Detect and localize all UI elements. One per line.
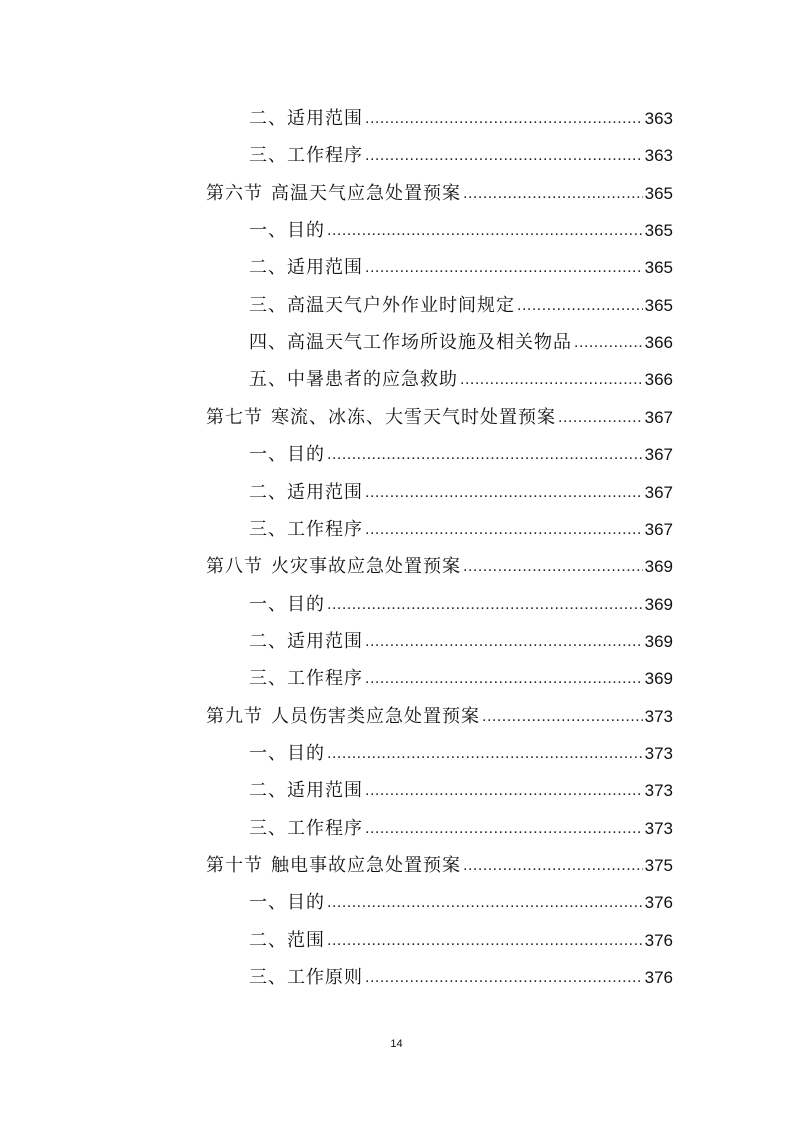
dot-leader xyxy=(463,175,643,212)
toc-subentry[interactable] xyxy=(249,922,673,959)
dot-leader xyxy=(463,548,643,585)
toc-page-number: 376 xyxy=(644,968,673,988)
toc-entry-label xyxy=(249,959,363,996)
toc-entry-title: 一、目的 xyxy=(249,593,325,615)
toc-page-number: 366 xyxy=(644,333,673,353)
toc-page-number: 373 xyxy=(644,743,673,763)
toc-page-number: 369 xyxy=(644,594,673,614)
dot-leader xyxy=(365,623,643,660)
toc-subentry[interactable] xyxy=(249,772,673,809)
toc-subentry[interactable] xyxy=(249,324,673,361)
toc-entry-label xyxy=(249,735,325,772)
dot-leader xyxy=(327,735,643,772)
dot-leader xyxy=(365,511,643,548)
toc-section-number: 第八节 xyxy=(206,556,263,578)
dot-leader xyxy=(365,137,643,174)
dot-leader xyxy=(365,959,643,996)
toc-entry-label xyxy=(249,287,515,324)
toc-subentry[interactable] xyxy=(249,212,673,249)
toc-entry-label xyxy=(249,772,363,809)
toc-entry-title: 二、适用范围 xyxy=(249,481,363,503)
dot-leader xyxy=(327,586,643,623)
toc-entry-label xyxy=(249,249,363,286)
toc-entry-title: 四、高温天气工作场所设施及相关物品 xyxy=(249,332,572,354)
dot-leader xyxy=(365,810,643,847)
toc-subentry[interactable] xyxy=(249,287,673,324)
toc-entry-label xyxy=(249,361,458,398)
dot-leader xyxy=(460,361,643,398)
toc-entry-title: 五、中暑患者的应急救助 xyxy=(249,369,458,391)
dot-leader xyxy=(558,399,643,436)
toc-section-entry[interactable] xyxy=(206,847,673,884)
dot-leader xyxy=(517,287,643,324)
toc-subentry[interactable] xyxy=(249,100,673,137)
toc-section-entry[interactable] xyxy=(206,548,673,585)
dot-leader xyxy=(365,474,643,511)
toc-page-number: 363 xyxy=(644,109,673,128)
toc-page-number: 365 xyxy=(644,221,673,241)
toc-entry-label xyxy=(206,399,556,436)
toc-entry-title: 火灾事故应急处置预案 xyxy=(271,556,461,578)
toc-entry-title: 一、目的 xyxy=(249,220,325,242)
toc-page-number: 373 xyxy=(644,818,673,838)
toc-section-number: 第十节 xyxy=(206,855,263,876)
toc-entry-label xyxy=(206,548,461,585)
toc-entry-label xyxy=(249,623,363,660)
toc-entry-label xyxy=(249,922,325,959)
dot-leader xyxy=(574,324,643,361)
toc-entry-label xyxy=(249,511,363,548)
toc-entry-label xyxy=(249,884,325,921)
toc-page-number: 366 xyxy=(644,370,673,390)
dot-leader xyxy=(482,698,643,735)
toc-subentry[interactable] xyxy=(249,623,673,660)
toc-entry-title: 一、目的 xyxy=(249,892,325,914)
toc-section-entry[interactable] xyxy=(206,698,673,735)
toc-entry-title: 寒流、冰冻、大雪天气时处置预案 xyxy=(271,406,556,428)
toc-entry-title: 触电事故应急处置预案 xyxy=(271,855,461,876)
toc-entry-title: 一、目的 xyxy=(249,742,325,764)
toc-subentry[interactable] xyxy=(249,436,673,473)
dot-leader xyxy=(365,772,643,809)
toc-subentry[interactable] xyxy=(249,735,673,772)
toc-entry-title: 二、适用范围 xyxy=(249,630,363,652)
toc-subentry[interactable] xyxy=(249,474,673,511)
toc-entry-title: 三、高温天气户外作业时间规定 xyxy=(249,294,515,316)
toc-section-entry[interactable] xyxy=(206,399,673,436)
toc-subentry[interactable] xyxy=(249,137,673,174)
dot-leader xyxy=(327,212,643,249)
toc-page-number: 363 xyxy=(644,146,673,166)
dot-leader xyxy=(463,847,643,884)
toc-subentry[interactable] xyxy=(249,810,673,847)
toc-entry-label xyxy=(249,324,572,361)
toc-entry-label xyxy=(249,100,363,137)
toc-entry-title: 一、目的 xyxy=(249,444,325,466)
toc-entry-label xyxy=(249,660,363,697)
toc-page-number: 373 xyxy=(644,706,673,726)
toc-page-number: 365 xyxy=(644,183,673,203)
toc-page-number: 376 xyxy=(644,930,673,950)
toc-entry-label xyxy=(249,137,363,174)
toc-entry-title: 二、适用范围 xyxy=(249,257,363,279)
toc-subentry[interactable] xyxy=(249,959,673,996)
toc-entry-title: 三、工作程序 xyxy=(249,145,363,167)
toc-page-number: 367 xyxy=(644,407,673,427)
dot-leader xyxy=(327,884,643,921)
toc-entry-title: 三、工作程序 xyxy=(249,817,363,839)
toc-page-number: 367 xyxy=(644,519,673,539)
toc-entry-title: 三、工作程序 xyxy=(249,668,363,690)
toc-entry-label xyxy=(249,474,363,511)
toc-entry-title: 二、范围 xyxy=(249,929,325,951)
toc-subentry[interactable] xyxy=(249,249,673,286)
toc-subentry[interactable] xyxy=(249,586,673,623)
toc-entry-label xyxy=(206,847,461,884)
toc-entry-title: 二、适用范围 xyxy=(249,108,363,129)
page-number: 14 xyxy=(390,1038,403,1050)
toc-entry-title: 高温天气应急处置预案 xyxy=(271,182,461,204)
dot-leader xyxy=(365,660,643,697)
dot-leader xyxy=(327,922,643,959)
toc-page-number: 365 xyxy=(644,295,673,315)
toc-section-number: 第九节 xyxy=(206,705,263,727)
toc-section-number: 第六节 xyxy=(206,182,263,204)
toc-page-number: 376 xyxy=(644,893,673,913)
toc-entry-label xyxy=(249,810,363,847)
toc-page-number: 369 xyxy=(644,669,673,689)
toc-page-number: 373 xyxy=(644,781,673,801)
toc-entry-label xyxy=(249,586,325,623)
toc-page-number: 369 xyxy=(644,557,673,577)
dot-leader xyxy=(365,249,643,286)
toc-subentry[interactable] xyxy=(249,660,673,697)
dot-leader xyxy=(365,100,643,137)
toc-section-number: 第七节 xyxy=(206,406,263,428)
toc-entry-title: 二、适用范围 xyxy=(249,780,363,802)
toc-entry-label xyxy=(249,212,325,249)
toc-subentry[interactable] xyxy=(249,511,673,548)
toc-entry-label xyxy=(206,698,480,735)
toc-page-number: 367 xyxy=(644,445,673,465)
toc-entry-title: 三、工作原则 xyxy=(249,967,363,989)
toc-section-entry[interactable] xyxy=(206,175,673,212)
toc-entry-label xyxy=(206,175,461,212)
toc-page-number: 365 xyxy=(644,258,673,278)
toc-subentry[interactable] xyxy=(249,361,673,398)
dot-leader xyxy=(327,436,643,473)
toc-entry-title: 三、工作程序 xyxy=(249,518,363,540)
toc-page-number: 367 xyxy=(644,482,673,502)
toc-entry-label xyxy=(249,436,325,473)
toc-page-number: 375 xyxy=(644,856,673,875)
toc-entry-title: 人员伤害类应急处置预案 xyxy=(271,705,480,727)
toc-subentry[interactable] xyxy=(249,884,673,921)
toc-page-number: 369 xyxy=(644,631,673,651)
